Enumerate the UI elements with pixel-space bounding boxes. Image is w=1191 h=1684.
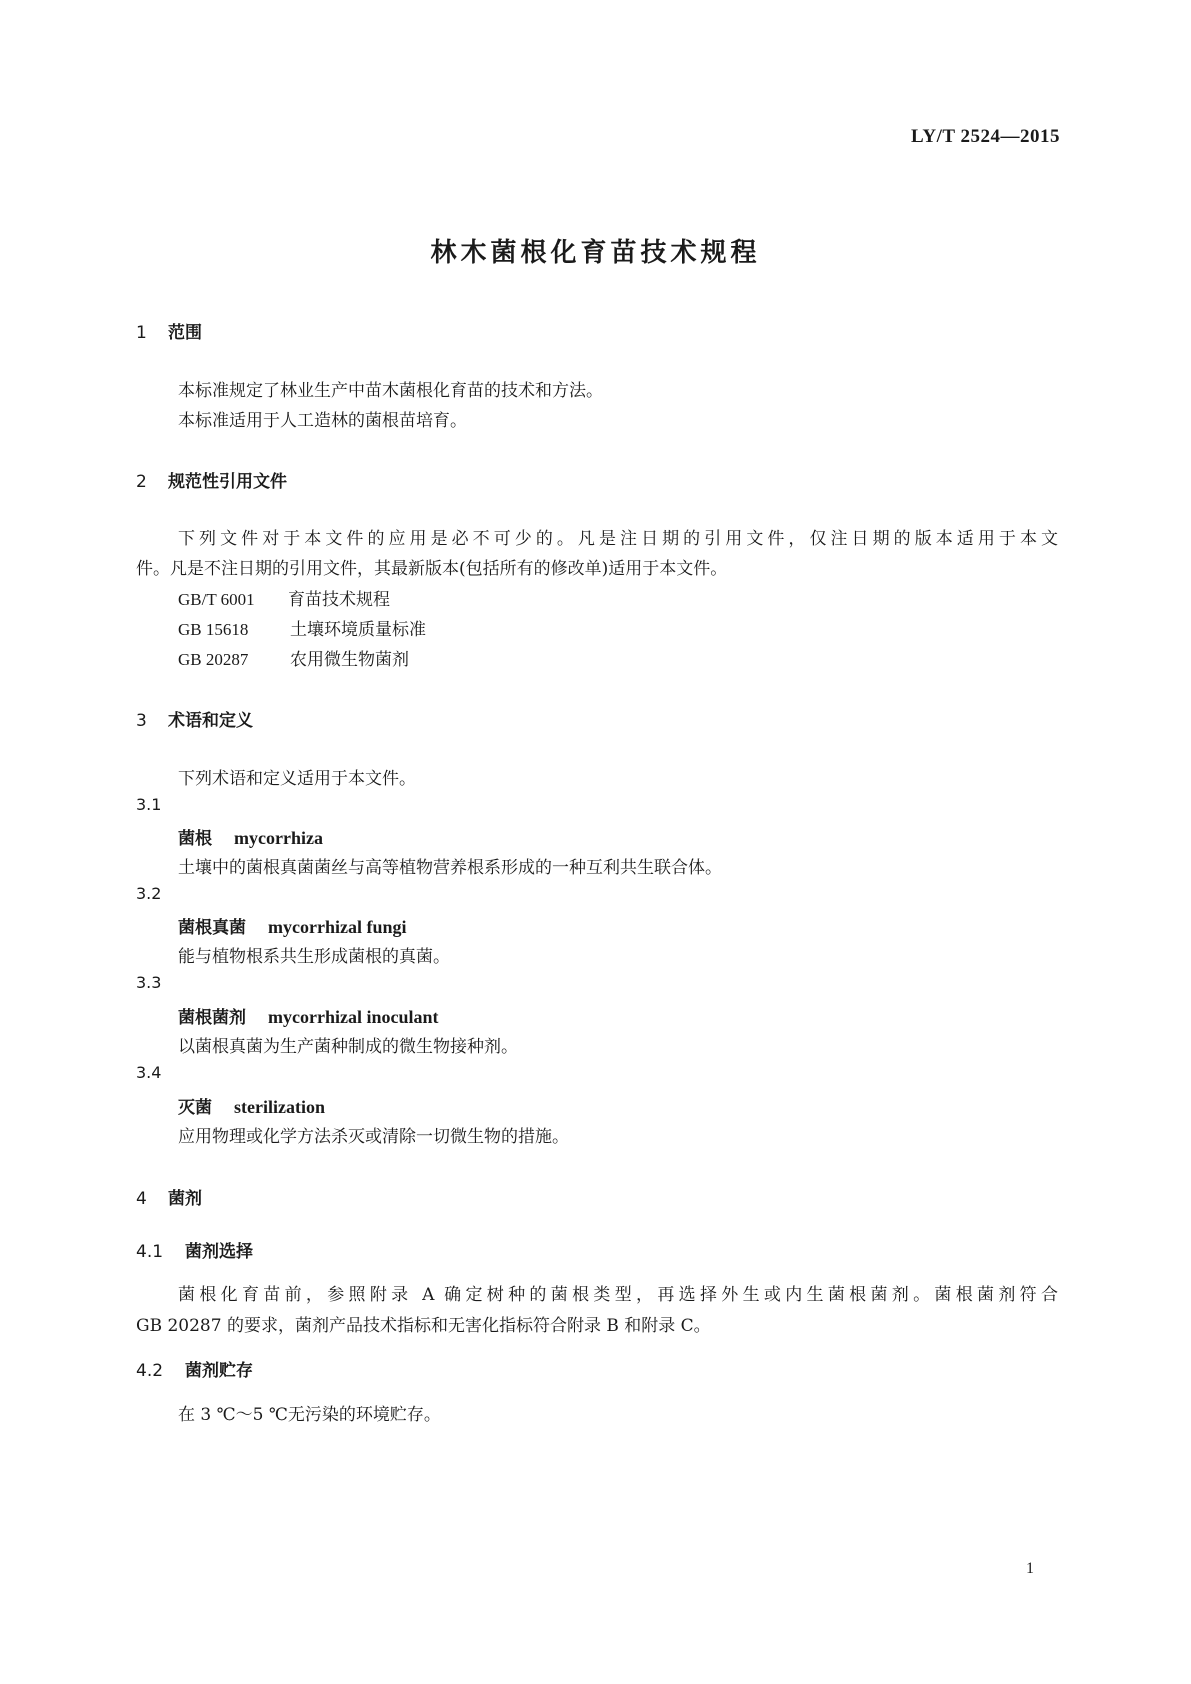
term-number: 3.3	[136, 973, 162, 992]
term-definition: 以菌根真菌为生产菌种制成的微生物接种剂。	[178, 1037, 518, 1057]
section-title: 术语和定义	[168, 711, 253, 731]
section-title: 规范性引用文件	[168, 472, 287, 492]
paragraph: 本标准规定了林业生产中苗木菌根化育苗的技术和方法。	[178, 381, 603, 401]
subsection-4-1-heading	[136, 1237, 253, 1262]
reference-code: GB/T 6001	[178, 590, 255, 609]
paragraph: 在 3 ℃～5 ℃无污染的环境贮存。	[178, 1405, 441, 1425]
term-definition: 土壤中的菌根真菌菌丝与高等植物营养根系形成的一种互利共生联合体。	[178, 858, 722, 878]
subsection-title: 菌剂贮存	[185, 1361, 253, 1381]
term-zh: 菌根	[178, 829, 212, 849]
section-1-heading	[136, 318, 202, 343]
term-heading	[178, 1093, 325, 1118]
section-2-heading	[136, 467, 287, 492]
reference-title: 土壤环境质量标准	[290, 620, 426, 640]
reference-code: GB 20287	[178, 650, 249, 669]
section-title: 菌剂	[168, 1189, 202, 1209]
section-number: 2	[136, 472, 147, 492]
subsection-title: 菌剂选择	[185, 1242, 253, 1262]
section-4-heading	[136, 1184, 202, 1209]
section-number: 3	[136, 711, 147, 731]
term-zh: 菌根菌剂	[178, 1008, 246, 1028]
section-number: 4	[136, 1189, 147, 1209]
page-number: 1	[1026, 1560, 1034, 1577]
paragraph: 下列术语和定义适用于本文件。	[178, 769, 416, 789]
reference-title: 农用微生物菌剂	[290, 650, 409, 670]
paragraph: 菌根化育苗前，参照附录 A 确定树种的菌根类型，再选择外生或内生菌根菌剂。菌根菌剂符合	[178, 1285, 1058, 1305]
term-definition: 应用物理或化学方法杀灭或清除一切微生物的措施。	[178, 1127, 569, 1147]
normative-reference	[178, 615, 426, 640]
subsection-4-2-heading	[136, 1356, 253, 1381]
normative-reference	[178, 585, 390, 610]
subsection-number: 4.1	[136, 1242, 164, 1262]
standard-code: LY/T 2524—2015	[910, 126, 1060, 147]
term-definition: 能与植物根系共生形成菌根的真菌。	[178, 947, 450, 967]
paragraph: 件。凡是不注日期的引用文件，其最新版本(包括所有的修改单)适用于本文件。	[136, 559, 728, 579]
paragraph: 下列文件对于本文件的应用是必不可少的。凡是注日期的引用文件，仅注日期的版本适用于本文	[178, 529, 1058, 549]
subsection-number: 4.2	[136, 1361, 164, 1381]
paragraph: 本标准适用于人工造林的菌根苗培育。	[178, 411, 467, 431]
section-number: 1	[136, 323, 147, 343]
term-en: mycorrhiza	[234, 828, 323, 848]
section-title: 范围	[168, 323, 202, 343]
term-heading	[178, 1003, 438, 1028]
term-en: mycorrhizal fungi	[268, 917, 407, 937]
document-title: 林木菌根化育苗技术规程	[430, 238, 761, 268]
term-zh: 菌根真菌	[178, 918, 246, 938]
term-en: sterilization	[234, 1097, 325, 1117]
normative-reference	[178, 645, 409, 670]
term-number: 3.4	[136, 1063, 162, 1082]
reference-code: GB 15618	[178, 620, 249, 639]
section-3-heading	[136, 706, 253, 731]
paragraph: GB 20287 的要求，菌剂产品技术指标和无害化指标符合附录 B 和附录 C。	[136, 1316, 711, 1336]
reference-title: 育苗技术规程	[288, 590, 390, 610]
term-number: 3.2	[136, 884, 162, 903]
term-en: mycorrhizal inoculant	[268, 1007, 439, 1027]
term-heading	[178, 824, 323, 849]
term-heading	[178, 913, 406, 938]
term-number: 3.1	[136, 795, 162, 814]
term-zh: 灭菌	[178, 1098, 212, 1118]
